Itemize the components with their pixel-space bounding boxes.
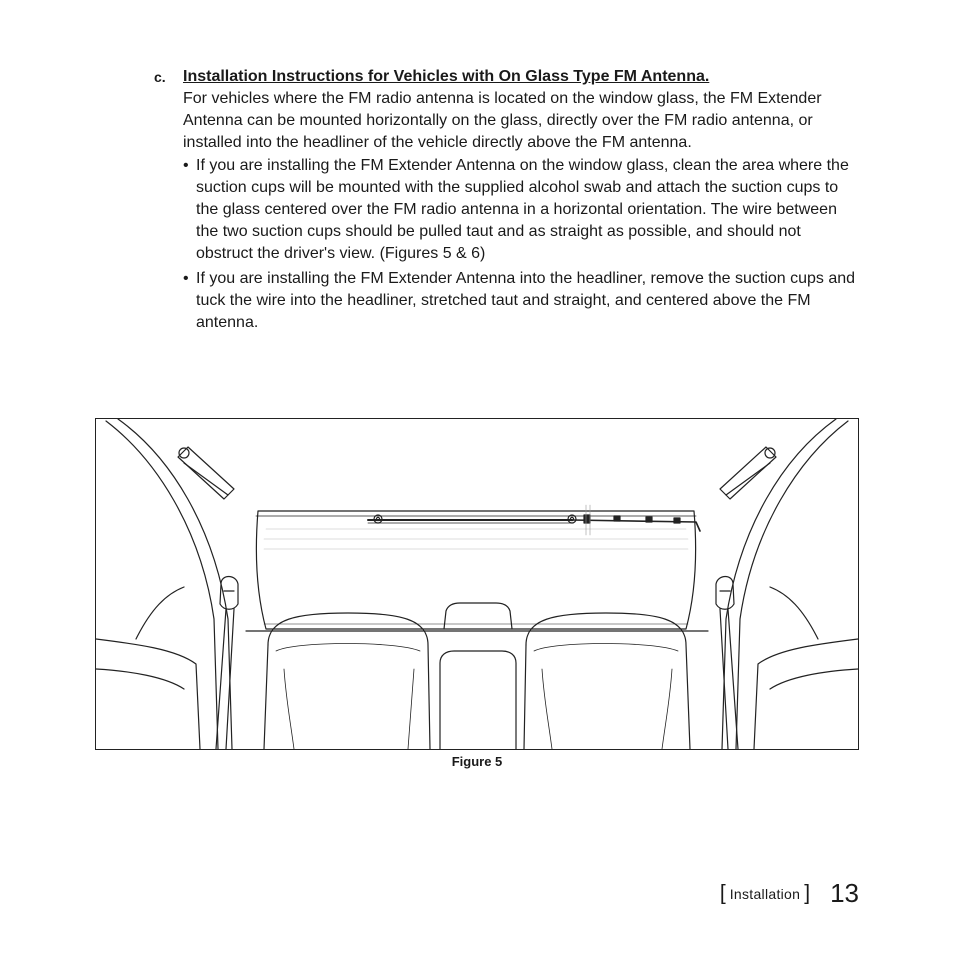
page-footer — [720, 878, 859, 912]
footer-bracket-open: [ — [719, 881, 726, 905]
right-sun-visor — [720, 447, 776, 499]
left-seat-belt — [216, 577, 238, 750]
page-number: 13 — [830, 878, 859, 908]
right-rear-seat — [524, 613, 690, 749]
bullet-item — [183, 155, 859, 265]
bullet-text: If you are installing the FM Extender Antenna into the headliner, remove the suction cups and tuck the wire into the headliner, stretched taut and straight, and centered above the FM antenna. — [196, 270, 856, 331]
figure-caption: Figure 5 — [451, 754, 503, 769]
center-headrest — [440, 651, 516, 749]
bullet-list — [183, 155, 859, 334]
section-heading-row — [154, 66, 864, 88]
brake-light — [444, 603, 512, 629]
right-pillar — [736, 421, 848, 749]
figure-5-illustration — [95, 418, 859, 750]
right-seat-belt — [716, 577, 738, 750]
bullet-icon: • — [183, 157, 189, 174]
fm-extender-antenna — [368, 505, 700, 535]
left-pillar — [106, 421, 218, 749]
section-heading: Installation Instructions for Vehicles with On Glass Type FM Antenna. — [183, 68, 710, 85]
instruction-section — [154, 66, 864, 334]
left-sun-visor — [178, 447, 234, 499]
section-letter: c. — [154, 69, 166, 85]
bullet-text: If you are installing the FM Extender Antenna on the window glass, clean the area where the suction cups will be mounted with the supplied alcohol swab and attach the suction cups to the glass centered over the FM radio antenna in a horizontal orientation. The wire between the two suction cups should be pulled taut and as straight as possible, and should not obstruct the driver's view. (Figures 5 & 6) — [196, 157, 849, 262]
footer-section-label: Installation — [729, 885, 801, 902]
left-rear-seat — [264, 613, 430, 749]
bullet-icon: • — [183, 270, 189, 287]
bullet-item — [183, 268, 859, 334]
intro-paragraph: For vehicles where the FM radio antenna is located on the window glass, the FM Extender Antenna can be mounted horizontally on the glass, directly over the FM radio antenna, or installed into the headliner of the vehicle directly above the FM antenna. — [183, 90, 822, 151]
footer-bracket-close: ] — [804, 881, 811, 905]
